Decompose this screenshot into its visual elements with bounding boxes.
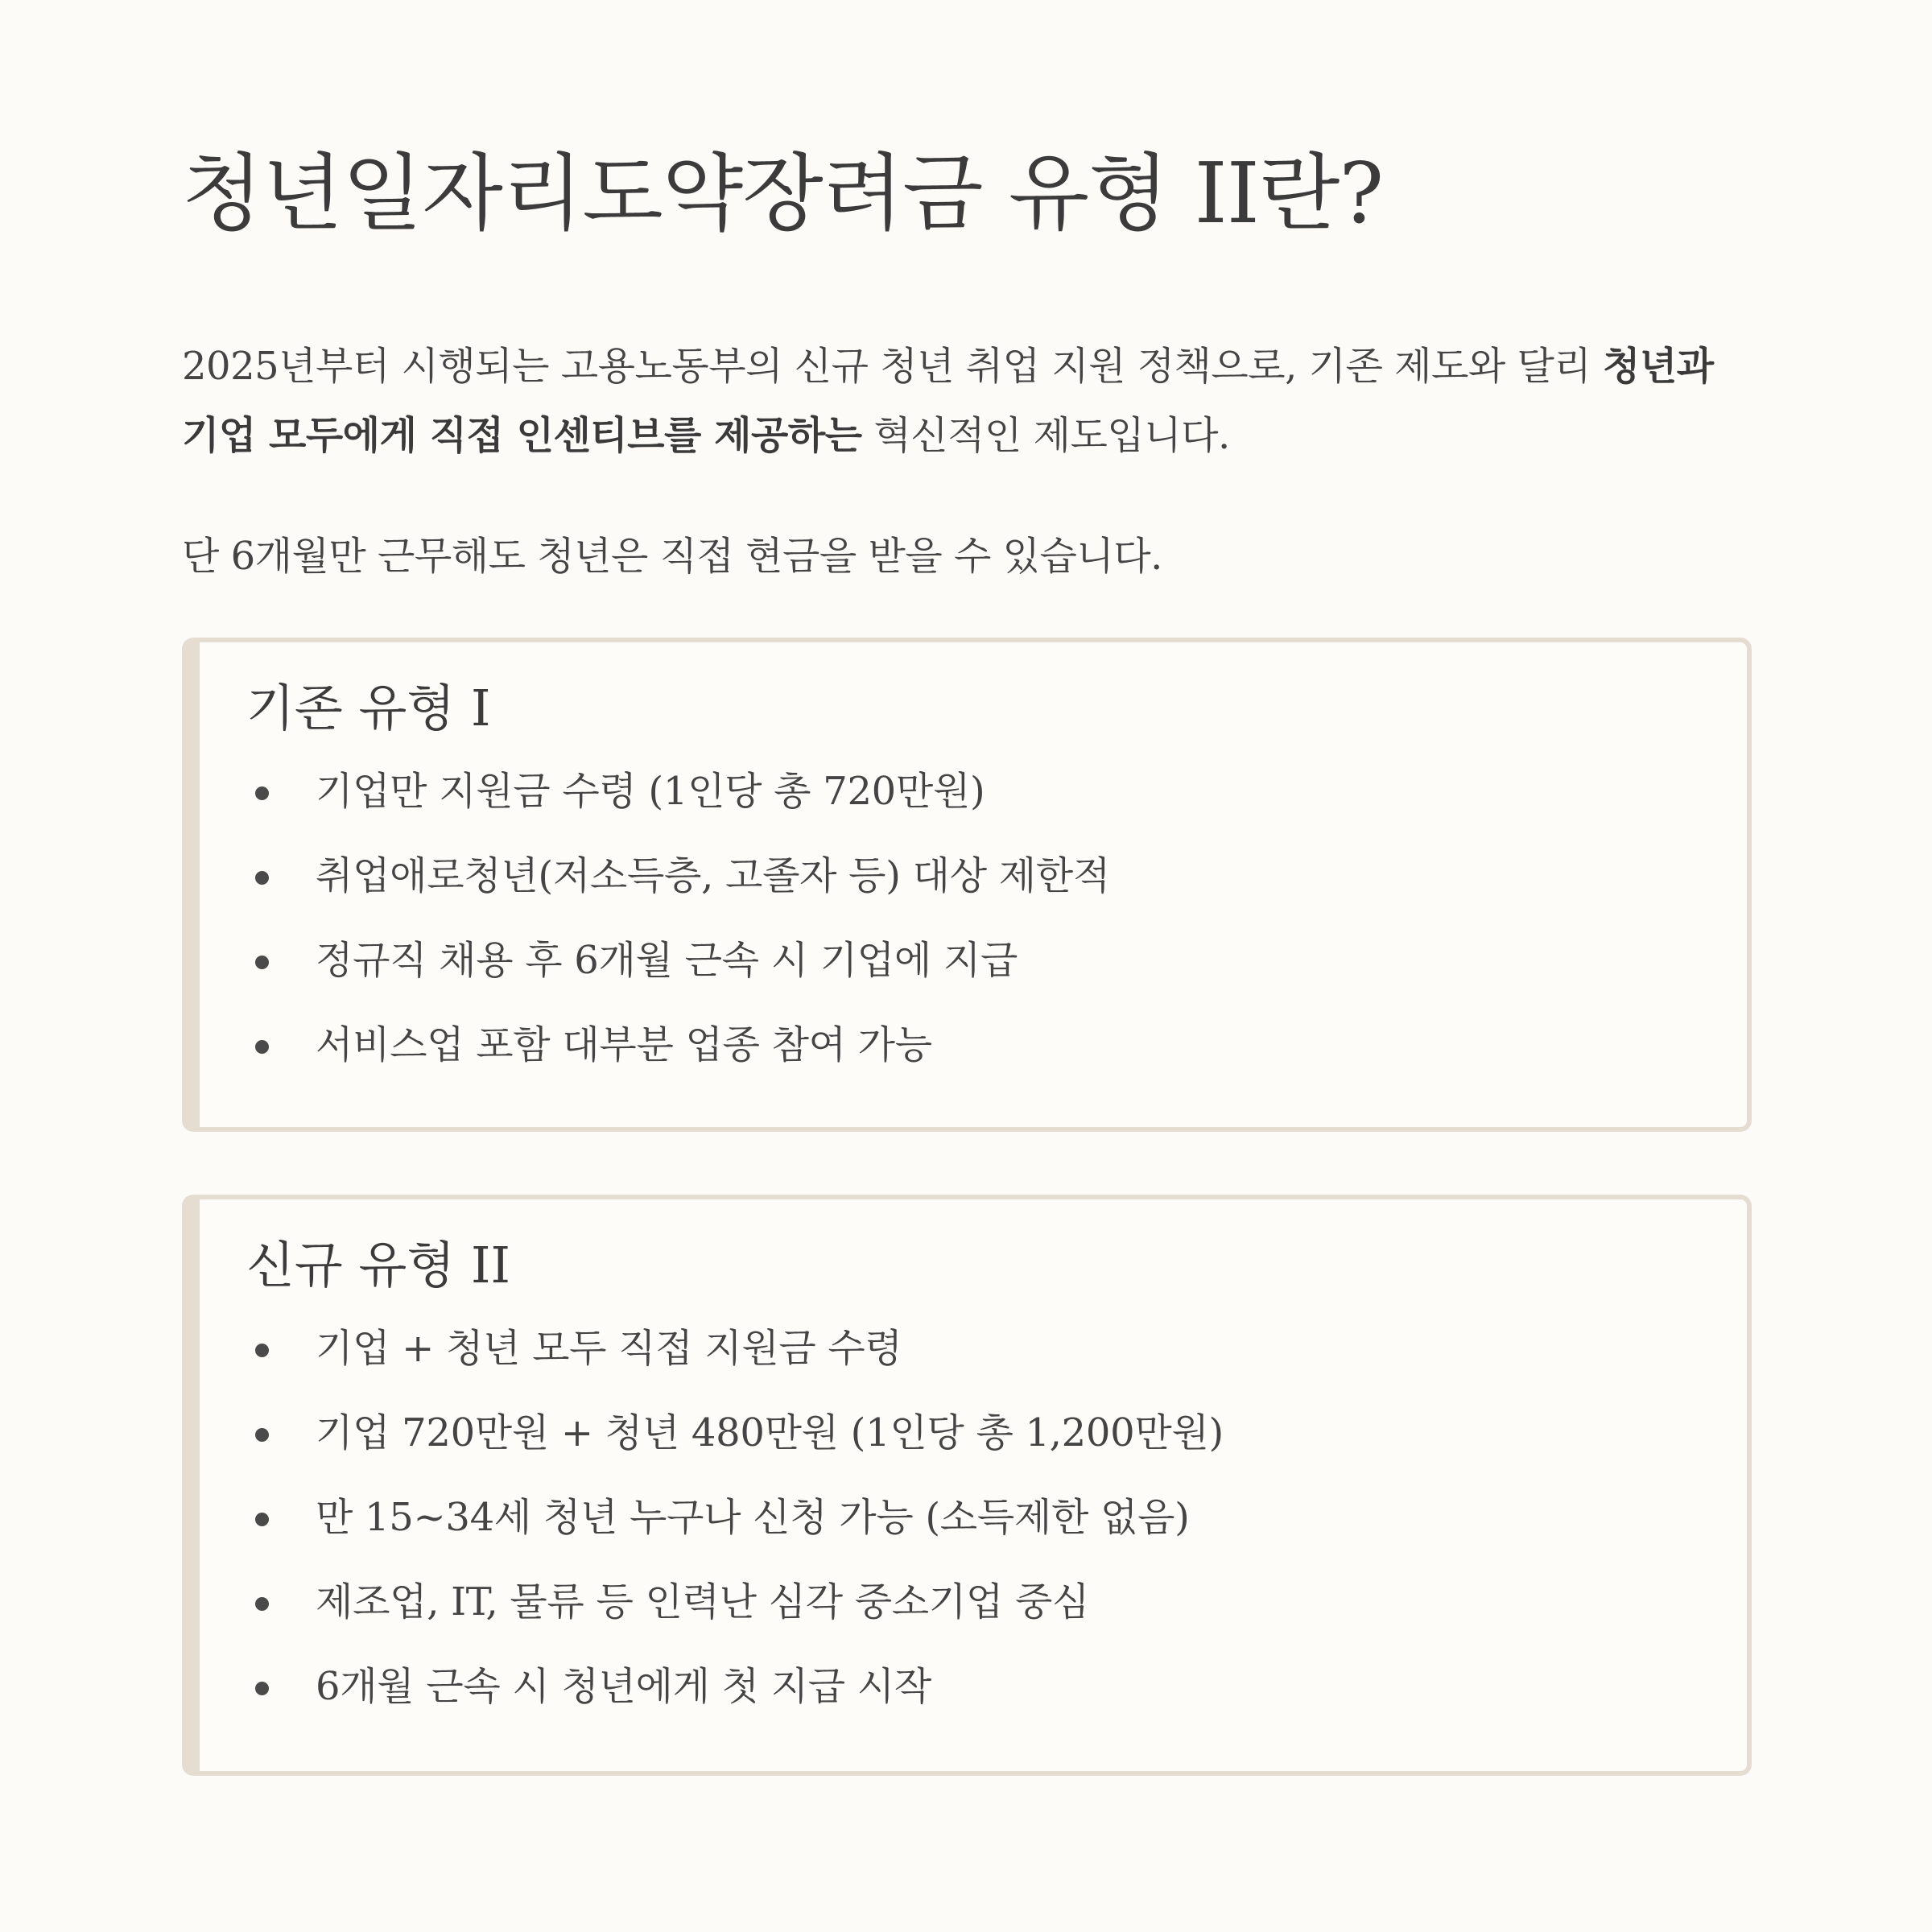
bullet-icon (255, 1597, 269, 1611)
page-content (182, 137, 1752, 1709)
list-item-text: 기업 720만원 + 청년 480만원 (1인당 총 1,200만원) (316, 1410, 1224, 1455)
list-item (246, 1320, 1224, 1405)
list-item-text: 취업애로청년(저소득층, 고졸자 등) 대상 제한적 (316, 853, 1110, 898)
list-item-text: 서비스업 포함 대부분 업종 참여 가능 (316, 1022, 932, 1067)
bullet-icon (255, 1682, 269, 1695)
list-item (246, 763, 1110, 848)
card-list (246, 1320, 1224, 1743)
list-item (246, 1405, 1224, 1489)
intro-text-bold: 청년과 기업 모두에게 직접 인센티브를 제공하는 (182, 344, 1714, 458)
list-item (246, 1658, 1224, 1743)
list-item (246, 932, 1110, 1017)
bullet-icon (255, 1040, 269, 1054)
list-item (246, 1017, 1110, 1101)
card-type-1 (182, 638, 1752, 1132)
list-item-text: 만 15~34세 청년 누구나 신청 가능 (소득제한 없음) (316, 1495, 1190, 1540)
list-item (246, 848, 1110, 932)
bullet-icon (255, 871, 269, 885)
list-item (246, 1574, 1224, 1658)
card-heading: 기존 유형 I (246, 679, 491, 737)
bullet-icon (255, 786, 269, 800)
bullet-icon (255, 1344, 269, 1357)
card-list (246, 763, 1110, 1101)
bullet-icon (255, 1513, 269, 1526)
intro-paragraph-2: 단 6개월만 근무해도 청년은 직접 현금을 받을 수 있습니다. (182, 534, 1162, 579)
list-item-text: 제조업, IT, 물류 등 인력난 심각 중소기업 중심 (316, 1579, 1090, 1624)
list-item (246, 1489, 1224, 1574)
card-type-2 (182, 1195, 1752, 1776)
bullet-icon (255, 956, 269, 969)
intro-paragraph (182, 332, 1736, 470)
list-item-text: 기업 + 청년 모두 직접 지원금 수령 (316, 1326, 902, 1371)
list-item-text: 정규직 채용 후 6개월 근속 시 기업에 지급 (316, 938, 1018, 983)
list-item-text: 6개월 근속 시 청년에게 첫 지급 시작 (316, 1664, 931, 1709)
intro-text-after: 혁신적인 제도입니다. (861, 413, 1230, 458)
list-item-text: 기업만 지원금 수령 (1인당 총 720만원) (316, 769, 985, 814)
page-title: 청년일자리도약장려금 유형 II란? (182, 144, 1384, 242)
bullet-icon (255, 1428, 269, 1442)
intro-text-before: 2025년부터 시행되는 고용노동부의 신규 청년 취업 지원 정책으로, 기존 제도와 달리 (182, 344, 1604, 389)
card-heading: 신규 유형 II (246, 1236, 510, 1294)
